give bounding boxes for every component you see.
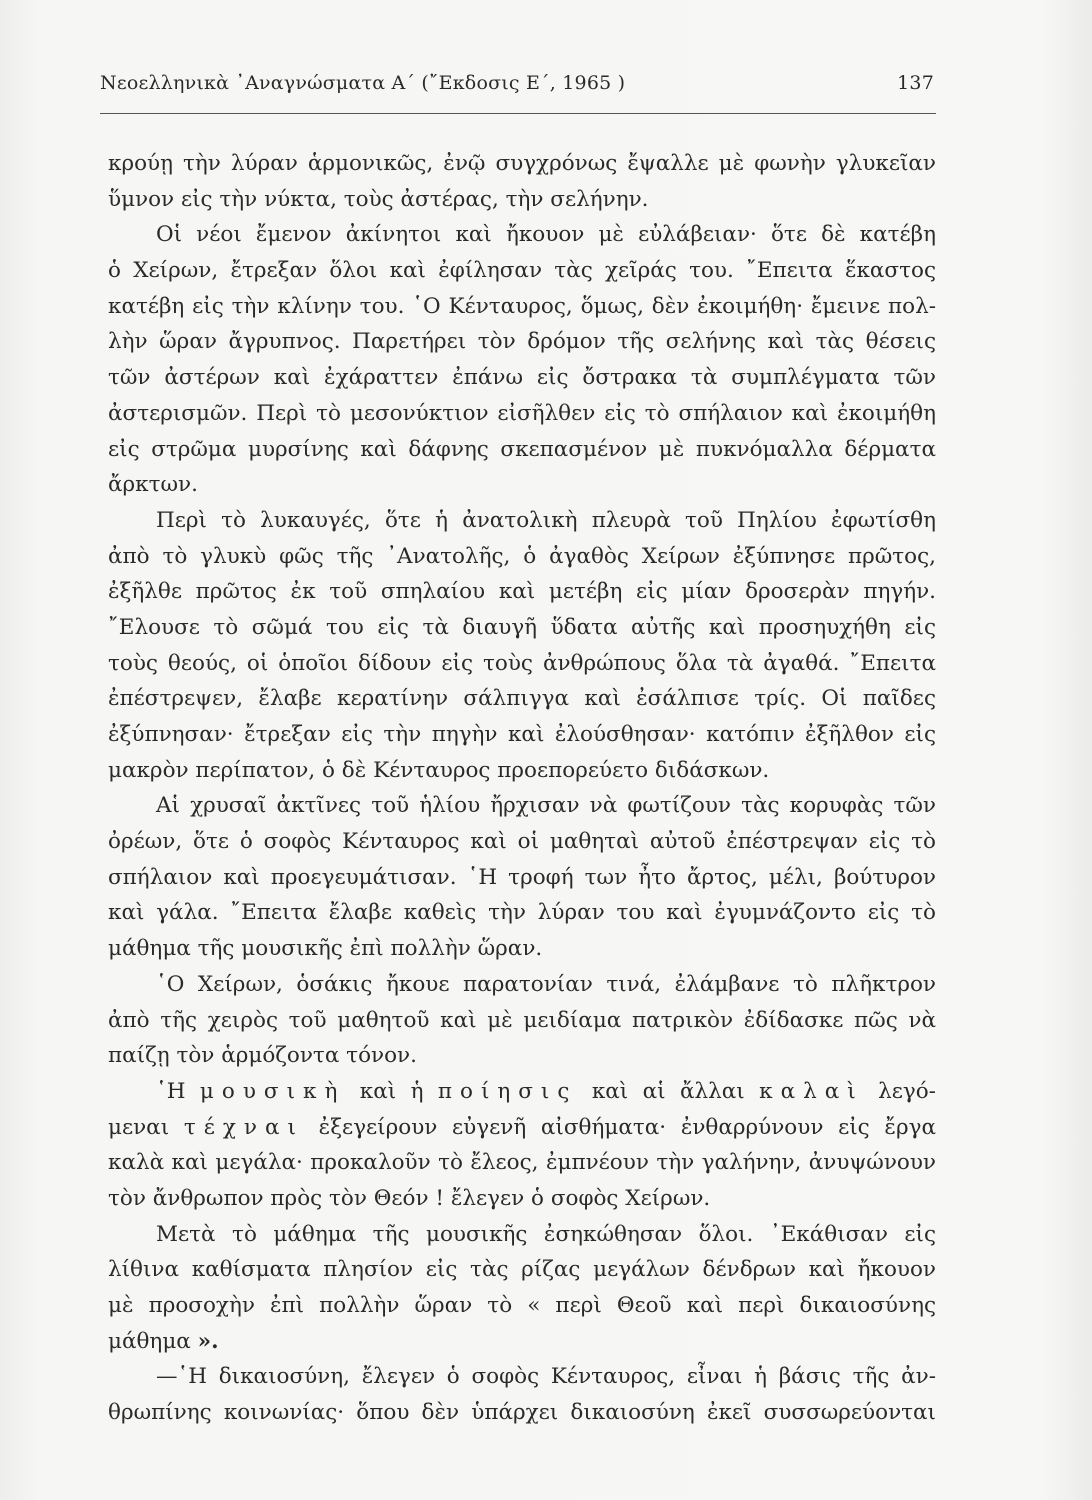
- text-line: Αἱ χρυσαῖ ἀκτῖνες τοῦ ἡλίου ἤρχισαν νὰ φωτίζουν τὰς κορυφὰς τῶν: [156, 793, 936, 819]
- text-line: λὴν ὥραν ἄγρυπνος. Παρετήρει τὸν δρόμον τῆς σελήνης καὶ τὰς θέσεις: [108, 329, 936, 355]
- text-line: Περὶ τὸ λυκαυγές, ὅτε ἡ ἀνατολικὴ πλευρὰ τοῦ Πηλίου ἐφωτίσθη: [156, 507, 936, 533]
- text-line: καλὰ καὶ μεγάλα· προκαλοῦν τὸ ἔλεος, ἐμπνέουν τὴν γαλήνην, ἀνυψώνουν: [108, 1150, 936, 1176]
- spaced-word-poiesis: ποίησις: [437, 1078, 578, 1104]
- text-line: Οἱ νέοι ἔμενον ἀκίνητοι καὶ ἤκουον μὲ εὐλάβειαν· ὅτε δὲ κατέβη: [156, 222, 936, 248]
- body-text: [108, 146, 936, 1431]
- text-line: εἰς στρῶμα μυρσίνης καὶ δάφνης σκεπασμένον μὲ πυκνόμαλλα δέρματα: [108, 436, 936, 462]
- text-line: λίθινα καθίσματα πλησίον εἰς τὰς ρίζας μεγάλων δένδρων καὶ ἤκουον: [108, 1257, 936, 1283]
- text-line: ὁ Χείρων, ἔτρεξαν ὅλοι καὶ ἐφίλησαν τὰς χεῖράς του. ῎Επειτα ἕκαστος: [108, 258, 936, 284]
- text-line: σπήλαιον καὶ προεγευμάτισαν. ῾Η τροφή των ἦτο ἄρτος, μέλι, βούτυρον: [108, 864, 936, 890]
- text-line: τῶν ἀστέρων καὶ ἐχάραττεν ἐπάνω εἰς ὄστρακα τὰ συμπλέγματα τῶν: [108, 365, 936, 391]
- text-line: ὀρέων, ὅτε ὁ σοφὸς Κένταυρος καὶ οἱ μαθηταὶ αὐτοῦ ἐπέστρεψαν εἰς τὸ: [108, 829, 936, 855]
- text-block-1: [108, 146, 936, 1074]
- text-line: ἐξῆλθε πρῶτος ἐκ τοῦ σπηλαίου καὶ μετέβη εἰς μίαν δροσερὰν πηγήν.: [108, 579, 936, 605]
- running-header: [100, 72, 940, 102]
- text-line: —῾Η δικαιοσύνη, ἔλεγεν ὁ σοφὸς Κένταυρος, εἶναι ἡ βάσις τῆς ἀν-: [156, 1364, 936, 1390]
- spaced-word-kalai: καλαὶ: [759, 1078, 864, 1104]
- text-line: ἀπὸ τῆς χειρὸς τοῦ μαθητοῦ καὶ μὲ μειδίαμα πατρικὸν ἐδίδασκε πῶς νὰ: [108, 1007, 936, 1033]
- text-line: τὸν ἄνθρωπον πρὸς τὸν Θεόν ! ἔλεγεν ὁ σοφὸς Χείρων.: [108, 1185, 711, 1211]
- text-line: ἐξύπνησαν· ἔτρεξαν εἰς τὴν πηγὴν καὶ ἐλούσθησαν· κατόπιν ἐξῆλθον εἰς: [108, 722, 936, 747]
- text-line: μάθημα τῆς μουσικῆς ἐπὶ πολλὴν ὥραν.: [108, 936, 543, 962]
- text-block-3: [108, 1359, 936, 1430]
- page-number: 137: [897, 72, 934, 94]
- text-line: ἐπέστρεψεν, ἔλαβε κερατίνην σάλπιγγα καὶ ἐσάλπισε τρίς. Οἱ παῖδες: [108, 686, 936, 712]
- mathema-line: μάθημα ».: [108, 1328, 219, 1354]
- text-line: κρούῃ τὴν λύραν ἁρμονικῶς, ἐνῷ συγχρόνως ἔψαλλε μὲ φωνὴν γλυκεῖαν: [108, 151, 936, 176]
- poetry-line: ῾Η μουσικὴ καὶ ἡ ποίησις καὶ αἱ ἄλλαι καλαὶ λεγό-: [156, 1078, 936, 1104]
- text-line: ῾Ο Χείρων, ὁσάκις ἤκουε παρατονίαν τινά, ἐλάμβανε τὸ πλῆκτρον: [156, 971, 936, 997]
- text-line: κατέβη εἰς τὴν κλίνην του. ῾Ο Κένταυρος, ὅμως, δὲν ἐκοιμήθη· ἔμεινε πολ-: [108, 293, 936, 319]
- text-line: μακρὸν περίπατον, ὁ δὲ Κένταυρος προεπορεύετο διδάσκων.: [108, 757, 770, 783]
- text-line: ἀπὸ τὸ γλυκὺ φῶς τῆς ᾿Ανατολῆς, ὁ ἀγαθὸς Χείρων ἐξύπνησε πρῶτος,: [108, 543, 936, 569]
- book-title: Νεοελληνικὰ ᾿Αναγνώσματα Α΄ (῎Εκδοσις Ε΄, 1965 ): [100, 72, 626, 94]
- text-line: ἀστερισμῶν. Περὶ τὸ μεσονύκτιον εἰσῆλθεν εἰς τὸ σπήλαιον καὶ ἐκοιμήθη: [108, 400, 936, 426]
- text-line: θρωπίνης κοινωνίας· ὅπου δὲν ὑπάρχει δικαιοσύνη ἐκεῖ συσσωρεύονται: [108, 1400, 936, 1426]
- text-line: Μετὰ τὸ μάθημα τῆς μουσικῆς ἐσηκώθησαν ὅλοι. ᾿Εκάθισαν εἰς: [156, 1221, 936, 1247]
- text-line: τοὺς θεούς, οἱ ὁποῖοι δίδουν εἰς τοὺς ἀνθρώπους ὅλα τὰ ἀγαθά. ῎Επειτα: [108, 650, 936, 676]
- text-line: μὲ προσοχὴν ἐπὶ πολλὴν ὥραν τὸ « περὶ Θεοῦ καὶ περὶ δικαιοσύνης: [108, 1293, 936, 1318]
- techne-line: μεναι τέχναι ἐξεγείρουν εὐγενῆ αἰσθήματα· ἐνθαρρύνουν εἰς ἔργα: [108, 1114, 936, 1140]
- header-rule: [100, 113, 936, 114]
- spaced-word-mousike: μουσικὴ: [199, 1078, 346, 1104]
- text-line: ἄρκτων.: [108, 472, 198, 498]
- spaced-word-technai: τέχναι: [183, 1114, 304, 1140]
- text-line: ῎Ελουσε τὸ σῶμά του εἰς τὰ διαυγῆ ὕδατα αὐτῆς καὶ προσηυχήθη εἰς: [108, 614, 936, 640]
- text-block-2: [108, 1145, 936, 1323]
- text-line: καὶ γάλα. ῎Επειτα ἔλαβε καθεὶς τὴν λύραν του καὶ ἐγυμνάζοντο εἰς τὸ: [108, 900, 936, 926]
- text-line: ὕμνον εἰς τὴν νύκτα, τοὺς ἀστέρας, τὴν σελήνην.: [108, 186, 649, 212]
- text-line: παίζῃ τὸν ἁρμόζοντα τόνον.: [108, 1043, 417, 1069]
